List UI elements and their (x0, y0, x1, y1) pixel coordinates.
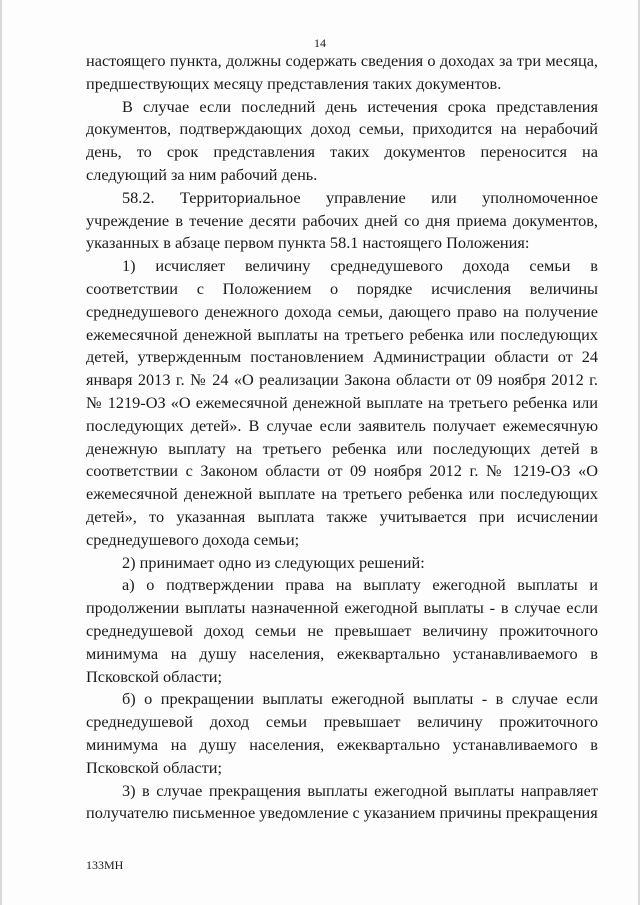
footer-document-code: 133МН (86, 858, 124, 872)
paragraph-item-3: 3) в случае прекращения выплаты ежегодной выплаты направляет получателю письменное уведомление с указанием причины прекращения (86, 780, 598, 823)
paragraph-item-1: 1) исчисляет величину среднедушевого дохода семьи в соответствии с Положением о порядке исчисления величины среднедушевого денежного дохода семьи, дающего право на получение ежемесячной денежной выплаты на третьего ребенка или последующих детей, утвержденным постановлением Администрации области от 24 января 2013 г. № 24 «О реализации Закона области от 09 ноября 2012 г. № 1219-ОЗ «О ежемесячной денежной выплате на третьего ребенка или последующих детей». В случае если заявитель получает ежемесячную денежную выплату на третьего ребенка или последующих детей в соответствии с Законом области от 09 ноября 2012 г. № 1219-ОЗ «О ежемесячной денежной выплате на третьего ребенка или последующих детей», то указанная выплата также учитывается при исчислении среднедушевого дохода семьи; (86, 256, 598, 549)
page-number: 14 (314, 36, 326, 50)
paragraph-continuation: настоящего пункта, должны содержать сведения о доходах за три месяца, предшествующих месяцу представления таких документов. (86, 51, 598, 93)
document-body (86, 50, 598, 825)
scan-edge-left (0, 0, 2, 905)
paragraph-item-2b: б) о прекращении выплаты ежегодной выплаты - в случае если среднедушевой доход семьи превышает величину прожиточного минимума на душу населения, ежеквартально устанавливаемого в Псковской области; (86, 689, 598, 777)
paragraph-item-2: 2) принимает одно из следующих решений: (122, 552, 425, 572)
paragraph-deadline-transfer: В случае если последний день истечения срока представления документов, подтверждающих доход семьи, приходится на нерабочий день, то срок представления таких документов переносится на следующий за ним рабочий день. (86, 96, 598, 184)
paragraph-item-2a: а) о подтверждении права на выплату ежегодной выплаты и продолжении выплаты назначенной ежегодной выплаты - в случае если среднедушевой доход семьи не превышает величину прожиточного минимума на душу населения, ежеквартально устанавливаемого в Псковской области; (86, 575, 598, 686)
paragraph-58-2: 58.2. Территориальное управление или уполномоченное учреждение в течение десяти рабочих дней со дня приема документов, указанных в абзаце первом пункта 58.1 настоящего Положения: (86, 187, 598, 253)
